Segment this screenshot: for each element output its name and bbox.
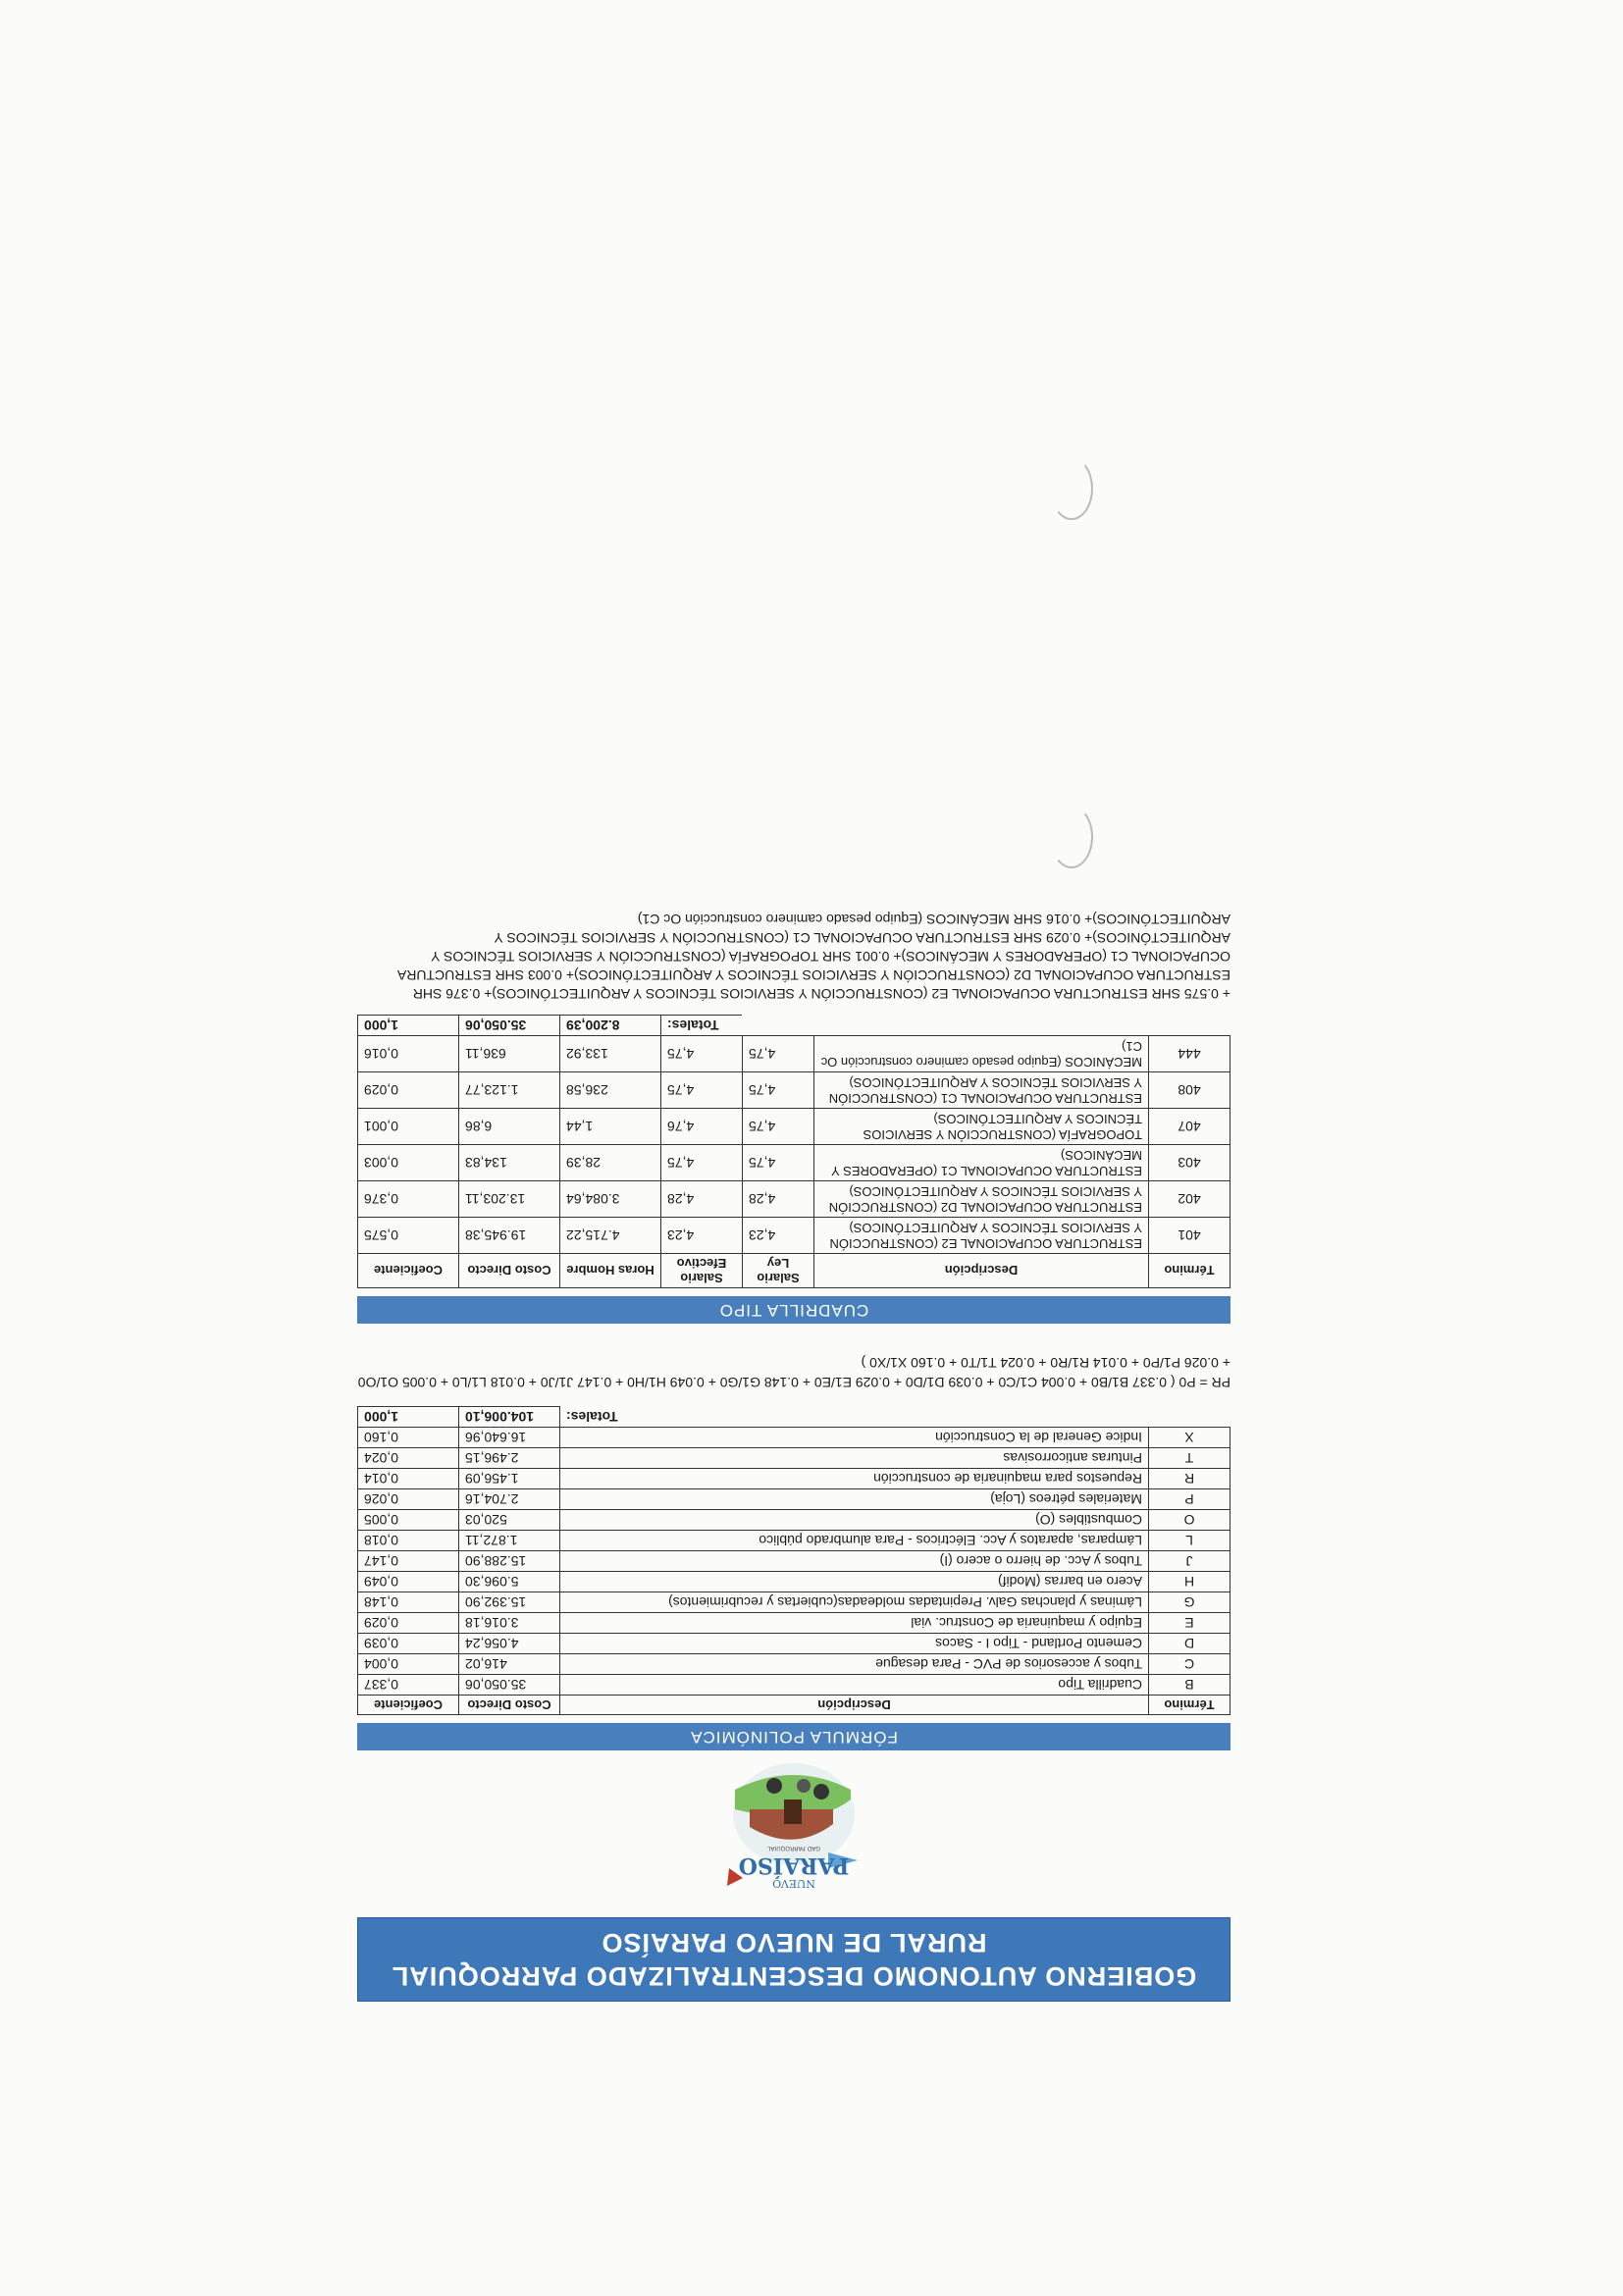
cell-salario-ley: 4,28 <box>743 1181 814 1218</box>
cell-description: ESTRUCTURA OCUPACIONAL C1 (CONSTRUCCIÓN Y SERVICIOS TÉCNICOS Y ARQUITECTÓNICOS) <box>814 1072 1149 1109</box>
table-row <box>358 1634 1230 1654</box>
col-header-descripcion: Descripción <box>814 1254 1149 1288</box>
cell-term: C <box>1149 1654 1230 1675</box>
logo-text-main: PARAÍSO <box>738 1852 850 1878</box>
cell-description: Tubos y accesorios de PVC - Para desague <box>560 1654 1149 1675</box>
formula-totals-row <box>358 1407 1230 1428</box>
cell-term: 403 <box>1149 1145 1230 1181</box>
cuadrilla-section-title: CUADRILLA TIPO <box>357 1296 1230 1324</box>
cell-description: ESTRUCTURA OCUPACIONAL D2 (CONSTRUCCIÓN Y SERVICIOS TÉCNICOS Y ARQUITECTÓNICOS) <box>814 1181 1149 1218</box>
cell-cost: 19.945,38 <box>459 1218 560 1254</box>
table-row <box>358 1572 1230 1592</box>
cell-term: P <box>1149 1489 1230 1510</box>
cell-horas-hombre: 3.084,64 <box>560 1181 661 1218</box>
cell-cost: 5.096,30 <box>459 1572 560 1592</box>
cell-description: Materiales pétreos (Loja) <box>560 1489 1149 1510</box>
table-row <box>358 1036 1230 1072</box>
table-row <box>358 1551 1230 1572</box>
col-header-coeficiente: Coeficiente <box>358 1254 459 1288</box>
cell-salario-efectivo: 4,75 <box>661 1145 743 1181</box>
cell-term: 402 <box>1149 1181 1230 1218</box>
cell-horas-hombre: 236,58 <box>560 1072 661 1109</box>
col-header-horas-hombre: Horas Hombre <box>560 1254 661 1288</box>
table-row <box>358 1109 1230 1145</box>
cell-description: ESTRUCTURA OCUPACIONAL E2 (CONSTRUCCIÓN Y SERVICIOS TÉCNICOS Y ARQUITECTÓNICOS) <box>814 1218 1149 1254</box>
cuadrilla-total-coef: 1,000 <box>358 1016 459 1036</box>
cell-term: O <box>1149 1510 1230 1531</box>
formula-total-cost: 104.006,10 <box>459 1407 560 1428</box>
cuadrilla-table-body <box>358 1036 1230 1254</box>
cell-salario-ley: 4,75 <box>743 1072 814 1109</box>
cell-cost: 15.288,90 <box>459 1551 560 1572</box>
punch-hole-mark <box>1050 806 1093 868</box>
cell-cost: 4.056,24 <box>459 1634 560 1654</box>
cell-cost: 416,02 <box>459 1654 560 1675</box>
cell-coefficient: 0,016 <box>358 1036 459 1072</box>
cell-coefficient: 0,003 <box>358 1145 459 1181</box>
col-header-termino: Término <box>1149 1254 1230 1288</box>
cell-salario-ley: 4,75 <box>743 1145 814 1181</box>
cell-description: Cuadrilla Tipo <box>560 1675 1149 1696</box>
cell-coefficient: 0,160 <box>358 1428 459 1448</box>
table-row <box>358 1218 1230 1254</box>
cell-term: X <box>1149 1428 1230 1448</box>
cell-coefficient: 0,018 <box>358 1531 459 1551</box>
cell-cost: 520,03 <box>459 1510 560 1531</box>
cell-coefficient: 0,049 <box>358 1572 459 1592</box>
cell-salario-efectivo: 4,76 <box>661 1109 743 1145</box>
table-row <box>358 1469 1230 1489</box>
cell-coefficient: 0,147 <box>358 1551 459 1572</box>
table-row <box>358 1448 1230 1469</box>
cell-term: 408 <box>1149 1072 1230 1109</box>
cuadrilla-total-cost: 35.050,06 <box>459 1016 560 1036</box>
cell-term: B <box>1149 1675 1230 1696</box>
cell-description: ESTRUCTURA OCUPACIONAL C1 (OPERADORES Y MECÁNICOS) <box>814 1145 1149 1181</box>
document-content <box>357 910 1230 2002</box>
cell-coefficient: 0,024 <box>358 1448 459 1469</box>
cell-description: Cemento Portland - Tipo I - Sacos <box>560 1634 1149 1654</box>
table-row <box>358 1675 1230 1696</box>
cell-coefficient: 0,004 <box>358 1654 459 1675</box>
table-row <box>358 1145 1230 1181</box>
cell-cost: 636,11 <box>459 1036 560 1072</box>
cell-salario-efectivo: 4,75 <box>661 1036 743 1072</box>
cell-horas-hombre: 4.715,22 <box>560 1218 661 1254</box>
punch-hole-mark <box>1050 457 1093 520</box>
cell-term: 407 <box>1149 1109 1230 1145</box>
cell-salario-efectivo: 4,23 <box>661 1218 743 1254</box>
cell-description: Pinturas anticorrosivas <box>560 1448 1149 1469</box>
col-header-salario-ley: Salario Ley <box>743 1254 814 1288</box>
cell-description: Lámparas, aparatos y Acc. Eléctricos - Para alumbrado público <box>560 1531 1149 1551</box>
cell-term: T <box>1149 1448 1230 1469</box>
cell-cost: 15.392,90 <box>459 1592 560 1613</box>
cell-description: Equipo y maquinaria de Construc. vial <box>560 1613 1149 1634</box>
header-title-line2: RURAL DE NUEVO PARAÍSO <box>601 1928 987 1957</box>
formula-totals-label: Totales: <box>566 1408 618 1425</box>
cell-description: MECÁNICOS (Equipo pesado caminero construcción Oc C1) <box>814 1036 1149 1072</box>
cell-salario-ley: 4,75 <box>743 1109 814 1145</box>
logo-text-top: NUEVO <box>772 1877 815 1890</box>
cell-description: Repuestos para maquinaria de construcción <box>560 1469 1149 1489</box>
cell-term: 444 <box>1149 1036 1230 1072</box>
table-row <box>358 1531 1230 1551</box>
table-row <box>358 1654 1230 1675</box>
cell-coefficient: 0,376 <box>358 1181 459 1218</box>
cell-coefficient: 0,148 <box>358 1592 459 1613</box>
col-header-costo: Costo Directo <box>459 1696 560 1715</box>
cell-description: Tubos y Acc. de hierro o acero (I) <box>560 1551 1149 1572</box>
col-header-descripcion: Descripción <box>560 1696 1149 1715</box>
cell-description: Láminas y planchas Galv. Prepintadas moldeadas(cubiertas y recubrimientos) <box>560 1592 1149 1613</box>
cell-description: Acero en barras (Modif) <box>560 1572 1149 1592</box>
table-row <box>358 1181 1230 1218</box>
logo-text-bottom: GAD PARROQUIAL <box>766 1845 821 1852</box>
col-header-salario-efectivo: Salario Efectivo <box>661 1254 743 1288</box>
cell-coefficient: 0,026 <box>358 1489 459 1510</box>
header-banner <box>357 1917 1230 2002</box>
cell-horas-hombre: 1,44 <box>560 1109 661 1145</box>
cuadrilla-totals-row <box>358 1016 1230 1036</box>
formula-total-coef: 1,000 <box>358 1407 459 1428</box>
cuadrilla-table-header <box>358 1254 1230 1288</box>
table-row <box>358 1510 1230 1531</box>
cell-horas-hombre: 28,39 <box>560 1145 661 1181</box>
cell-term: G <box>1149 1592 1230 1613</box>
cell-cost: 134,83 <box>459 1145 560 1181</box>
cell-description: Combustibles (O) <box>560 1510 1149 1531</box>
cell-term: D <box>1149 1634 1230 1654</box>
parish-logo <box>715 1760 872 1907</box>
cell-salario-efectivo: 4,75 <box>661 1072 743 1109</box>
col-header-coeficiente: Coeficiente <box>358 1696 459 1715</box>
cell-coefficient: 0,039 <box>358 1634 459 1654</box>
cell-cost: 16.640,96 <box>459 1428 560 1448</box>
table-row <box>358 1072 1230 1109</box>
cell-term: 401 <box>1149 1218 1230 1254</box>
cell-salario-ley: 4,75 <box>743 1036 814 1072</box>
cell-coefficient: 0,014 <box>358 1469 459 1489</box>
cuadrilla-total-horas: 8.200,39 <box>560 1016 661 1036</box>
cell-term: J <box>1149 1551 1230 1572</box>
cell-term: E <box>1149 1613 1230 1634</box>
formula-section-title: FÓRMULA POLINÓMICA <box>357 1723 1230 1750</box>
cell-coefficient: 0,029 <box>358 1072 459 1109</box>
cell-salario-ley: 4,23 <box>743 1218 814 1254</box>
cell-term: L <box>1149 1531 1230 1551</box>
formula-text: PR = P0 ( 0.337 B1/B0 + 0.004 C1/C0 + 0.039 D1/D0 + 0.029 E1/E0 + 0.148 G1/G0 + 0.049 H1/H0 + 0.147 J1/J0 + 0.018 L1/L0 + 0.005 O1/O0 + 0.026 P1/P0 + 0.014 R1/R0 + 0.024 T1/T0 + 0.160 X1/X0 ) <box>357 1355 1230 1390</box>
header-title-line1: GOBIERNO AUTONOMO DESCENTRALIZADO PARROQUIAL <box>391 1961 1197 1991</box>
formula-table-body <box>358 1428 1230 1696</box>
formula-table <box>357 1406 1230 1715</box>
logo-area <box>357 1750 1230 1917</box>
cell-term: H <box>1149 1572 1230 1592</box>
cell-salario-efectivo: 4,28 <box>661 1181 743 1218</box>
cell-cost: 3.016,18 <box>459 1613 560 1634</box>
table-row <box>358 1428 1230 1448</box>
cell-coefficient: 0,575 <box>358 1218 459 1254</box>
cell-description: Indice General de la Construcción <box>560 1428 1149 1448</box>
cell-coefficient: 0,029 <box>358 1613 459 1634</box>
cell-cost: 35.050,06 <box>459 1675 560 1696</box>
cell-term: R <box>1149 1469 1230 1489</box>
cell-coefficient: 0,337 <box>358 1675 459 1696</box>
cuadrilla-totals-label: Totales: <box>661 1016 743 1036</box>
cell-cost: 2.496,15 <box>459 1448 560 1469</box>
cell-cost: 1.123,77 <box>459 1072 560 1109</box>
formula-table-header <box>358 1696 1230 1715</box>
col-header-termino: Término <box>1149 1696 1230 1715</box>
table-row <box>358 1489 1230 1510</box>
cell-cost: 13.203,11 <box>459 1181 560 1218</box>
cuadrilla-table <box>357 1015 1230 1288</box>
table-row <box>358 1613 1230 1634</box>
cell-cost: 1.872,11 <box>459 1531 560 1551</box>
cell-horas-hombre: 133,92 <box>560 1036 661 1072</box>
cell-coefficient: 0,001 <box>358 1109 459 1145</box>
cell-cost: 1.456,09 <box>459 1469 560 1489</box>
table-row <box>358 1592 1230 1613</box>
cell-description: TOPOGRAFÍA (CONSTRUCCIÓN Y SERVICIOS TÉCNICOS Y ARQUITECTÓNICOS) <box>814 1109 1149 1145</box>
cell-cost: 6,86 <box>459 1109 560 1145</box>
cuadrilla-note: + 0.575 SHR ESTRUCTURA OCUPACIONAL E2 (CONSTRUCCIÓN Y SERVICIOS TÉCNICOS Y ARQUITECTÓNICOS)+ 0.376 SHR ESTRUCTURA OCUPACIONAL D2 (CONSTRUCCIÓN Y SERVICIOS TÉCNICOS Y ARQUITECTÓNICOS)+ 0.003 SHR ESTRUCTURA OCUPACIONAL C1 (OPERADORES Y MECÁNICOS)+ 0.001 SHR TOPOGRAFÍA (CONSTRUCCIÓN Y SERVICIOS TÉCNICOS Y ARQUITECTÓNICOS)+ 0.029 SHR ESTRUCTURA OCUPACIONAL C1 (CONSTRUCCIÓN Y SERVICIOS TÉCNICOS Y ARQUITECTÓNICOS)+ 0.016 SHR MECÁNICOS (Equipo pesado caminero construcción Oc C1) <box>397 912 1230 1002</box>
col-header-costo: Costo Directo <box>459 1254 560 1288</box>
cell-cost: 2.704,16 <box>459 1489 560 1510</box>
cell-coefficient: 0,005 <box>358 1510 459 1531</box>
